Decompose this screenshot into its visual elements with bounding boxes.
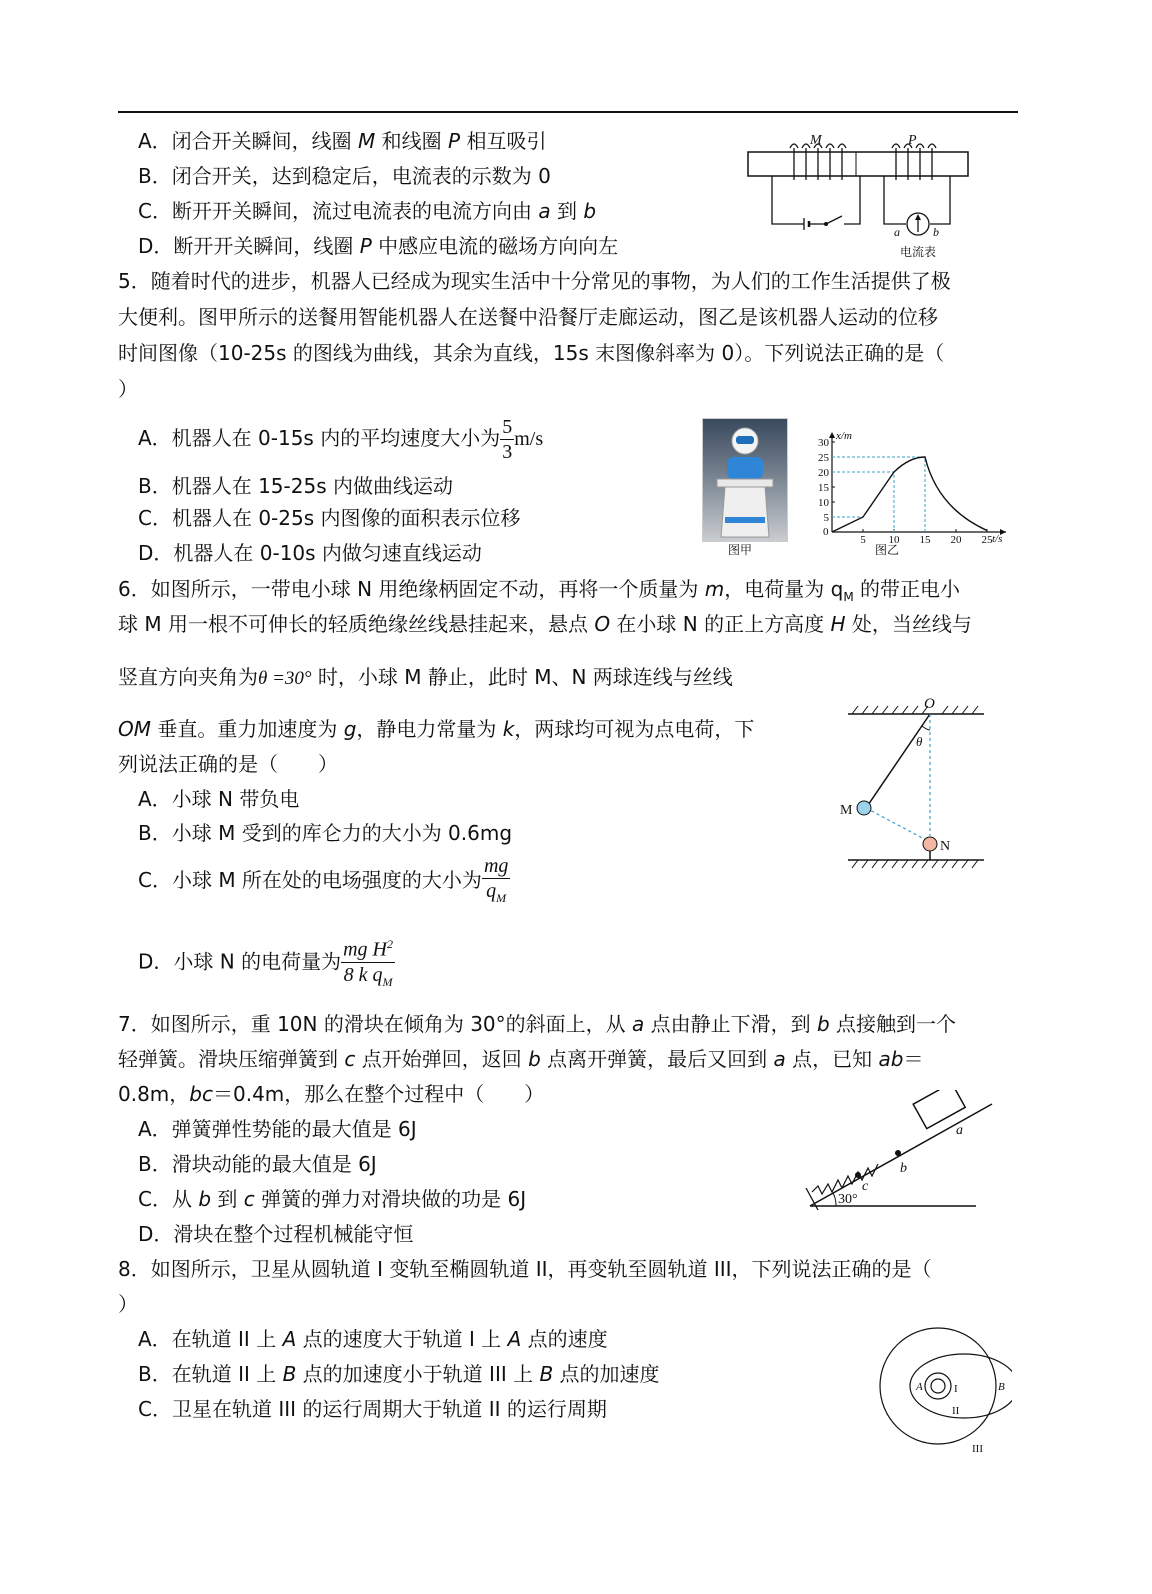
q5-stem-line4: ） bbox=[118, 377, 138, 401]
x-tick-label: 15 bbox=[919, 534, 931, 544]
q7-incline-figure bbox=[796, 1090, 996, 1212]
ball-m bbox=[857, 801, 871, 815]
planet-icon bbox=[931, 1379, 945, 1393]
q8-option-a: A．在轨道 II 上 A 点的速度大于轨道 I 上 A 点的速度 bbox=[138, 1327, 608, 1351]
xt-graph bbox=[808, 428, 1008, 544]
q7-option-b: B．滑块动能的最大值是 6J bbox=[138, 1152, 377, 1176]
q5-option-d: D．机器人在 0-10s 内做匀速直线运动 bbox=[138, 541, 482, 565]
q6-pendulum-figure bbox=[836, 694, 996, 876]
q6-stem-line5: 列说法正确的是（ ） bbox=[118, 752, 338, 776]
label-a: a bbox=[894, 225, 900, 239]
q5-option-b: B．机器人在 15-25s 内做曲线运动 bbox=[138, 474, 453, 498]
q8-orbit-figure bbox=[872, 1326, 1012, 1454]
y-axis-label: x/m bbox=[836, 430, 852, 442]
q5-option-c: C．机器人在 0-25s 内图像的面积表示位移 bbox=[138, 506, 521, 530]
orbit-i bbox=[925, 1373, 951, 1399]
orbit-iii bbox=[880, 1328, 996, 1444]
q6-option-c: C．小球 M 所在处的电场强度的大小为 $\frac{mg}{q_M}$ bbox=[138, 854, 509, 905]
x-tick-label: 5 bbox=[860, 534, 866, 544]
q6-option-a: A．小球 N 带负电 bbox=[138, 787, 300, 811]
q7-option-a: A．弹簧弹性势能的最大值是 6J bbox=[138, 1117, 417, 1141]
label-theta: θ bbox=[916, 734, 923, 749]
y-tick-label: 20 bbox=[818, 467, 829, 479]
robot-photo bbox=[702, 418, 788, 542]
y-tick-label: 25 bbox=[818, 452, 829, 464]
label-30-degrees: 30° bbox=[838, 1192, 858, 1207]
label-b-point: b bbox=[900, 1161, 907, 1176]
figure-caption-yi: 图乙 bbox=[875, 543, 900, 557]
y-axis-arrow bbox=[829, 432, 835, 438]
top-rule bbox=[118, 111, 1018, 113]
q6-stem-line4: OM 垂直。重力加速度为 g，静电力常量为 k，两球均可视为点电荷，下 bbox=[118, 717, 755, 741]
label-c: c bbox=[862, 1179, 869, 1194]
label-point-a: A bbox=[916, 1381, 923, 1393]
q4-option-b: B．闭合开关，达到稳定后，电流表的示数为 0 bbox=[138, 164, 551, 188]
origin-label: 0 bbox=[823, 526, 829, 538]
q7-option-d: D．滑块在整个过程机械能守恒 bbox=[138, 1222, 414, 1246]
q4-option-c: C．断开开关瞬间，流过电流表的电流方向由 a 到 b bbox=[138, 199, 597, 223]
q8-stem-line2: ） bbox=[118, 1292, 138, 1316]
q4-option-d: D．断开开关瞬间，线圈 P 中感应电流的磁场方向向左 bbox=[138, 234, 619, 258]
q8-option-c: C．卫星在轨道 III 的运行周期大于轨道 II 的运行周期 bbox=[138, 1397, 607, 1421]
ammeter-caption: 电流表 bbox=[900, 245, 937, 259]
q5-stem-line3: 时间图像（10-25s 的图线为曲线，其余为直线，15s 末图像斜率为 0）。下列说法正确的是（ bbox=[118, 341, 945, 365]
label-m-ball: M bbox=[840, 803, 853, 818]
label-orbit-i: I bbox=[954, 1383, 958, 1395]
q6-stem-line3: 竖直方向夹角为θ =30° 时，小球 M 静止，此时 M、N 两球连线与丝线 bbox=[118, 665, 733, 689]
y-tick-label: 5 bbox=[823, 512, 829, 524]
x-axis-label: t/s bbox=[992, 533, 1003, 544]
label-m: M bbox=[810, 133, 822, 148]
q7-stem-line3: 0.8m，bc＝0.4m，那么在整个过程中（ ） bbox=[118, 1082, 545, 1106]
label-point-b: B bbox=[998, 1381, 1005, 1393]
figure-caption-jia: 图甲 bbox=[728, 543, 753, 557]
q7-option-c: C．从 b 到 c 弹簧的弹力对滑块做的功是 6J bbox=[138, 1187, 527, 1211]
q7-stem-line2: 轻弹簧。滑块压缩弹簧到 c 点开始弹回，返回 b 点离开弹簧，最后又回到 a 点，已知 ab＝ bbox=[118, 1047, 924, 1071]
switch-icon bbox=[826, 216, 842, 224]
x-tick-label: 25 bbox=[981, 534, 993, 544]
x-tick-label: 10 bbox=[888, 534, 900, 544]
ball-n bbox=[923, 837, 937, 851]
q6-option-d: D．小球 N 的电荷量为 $\frac{mg H^2}{8 k q_M}$ bbox=[138, 932, 395, 994]
q7-stem-line1: 7．如图所示，重 10N 的滑块在倾角为 30°的斜面上，从 a 点由静止下滑，到 b 点接触到一个 bbox=[118, 1012, 957, 1036]
q5-stem-line1: 5．随着时代的进步，机器人已经成为现实生活中十分常见的事物，为人们的工作生活提供了极 bbox=[118, 269, 951, 293]
x-tick-label: 20 bbox=[950, 534, 962, 544]
y-tick-label: 15 bbox=[818, 482, 829, 494]
label-a-point: a bbox=[956, 1123, 963, 1138]
q5-stem-line2: 大便利。图甲所示的送餐用智能机器人在送餐中沿餐厅走廊运动，图乙是该机器人运动的位移 bbox=[118, 305, 938, 329]
fraction-5-3: $\frac{5}{3}$ bbox=[502, 416, 513, 463]
q6-option-b: B．小球 M 受到的库仑力的大小为 0.6mg bbox=[138, 821, 513, 845]
label-n-ball: N bbox=[940, 839, 951, 854]
label-orbit-ii: II bbox=[952, 1405, 960, 1417]
q8-stem-line1: 8．如图所示，卫星从圆轨道 I 变轨至椭圆轨道 II，再变轨至圆轨道 III，下列说法正确的是（ bbox=[118, 1257, 932, 1281]
y-tick-label: 30 bbox=[818, 437, 829, 449]
y-tick-label: 10 bbox=[818, 497, 829, 509]
guide-x20 bbox=[832, 472, 894, 532]
q4-coil-figure bbox=[742, 132, 974, 262]
q6-stem-line1: 6．如图所示，一带电小球 N 用绝缘柄固定不动，再将一个质量为 m，电荷量为 $q_M$ 的带正电小 bbox=[118, 577, 961, 604]
label-orbit-iii: III bbox=[972, 1443, 983, 1454]
label-p: P bbox=[908, 133, 917, 148]
xt-curve bbox=[832, 457, 987, 532]
q6-stem-line2: 球 M 用一根不可伸长的轻质绝缘丝线悬挂起来，悬点 O 在小球 N 的正上方高度 H 处，当丝线与 bbox=[118, 612, 972, 636]
q5-option-a: A．机器人在 0-15s 内的平均速度大小为 $\frac{5}{3}$ m/s bbox=[138, 416, 544, 463]
label-b: b bbox=[933, 225, 939, 239]
q8-option-b: B．在轨道 II 上 B 点的加速度小于轨道 III 上 B 点的加速度 bbox=[138, 1362, 660, 1386]
label-o: O bbox=[924, 696, 935, 712]
q4-option-a: A．闭合开关瞬间，线圈 M 和线圈 P 相互吸引 bbox=[138, 129, 547, 153]
